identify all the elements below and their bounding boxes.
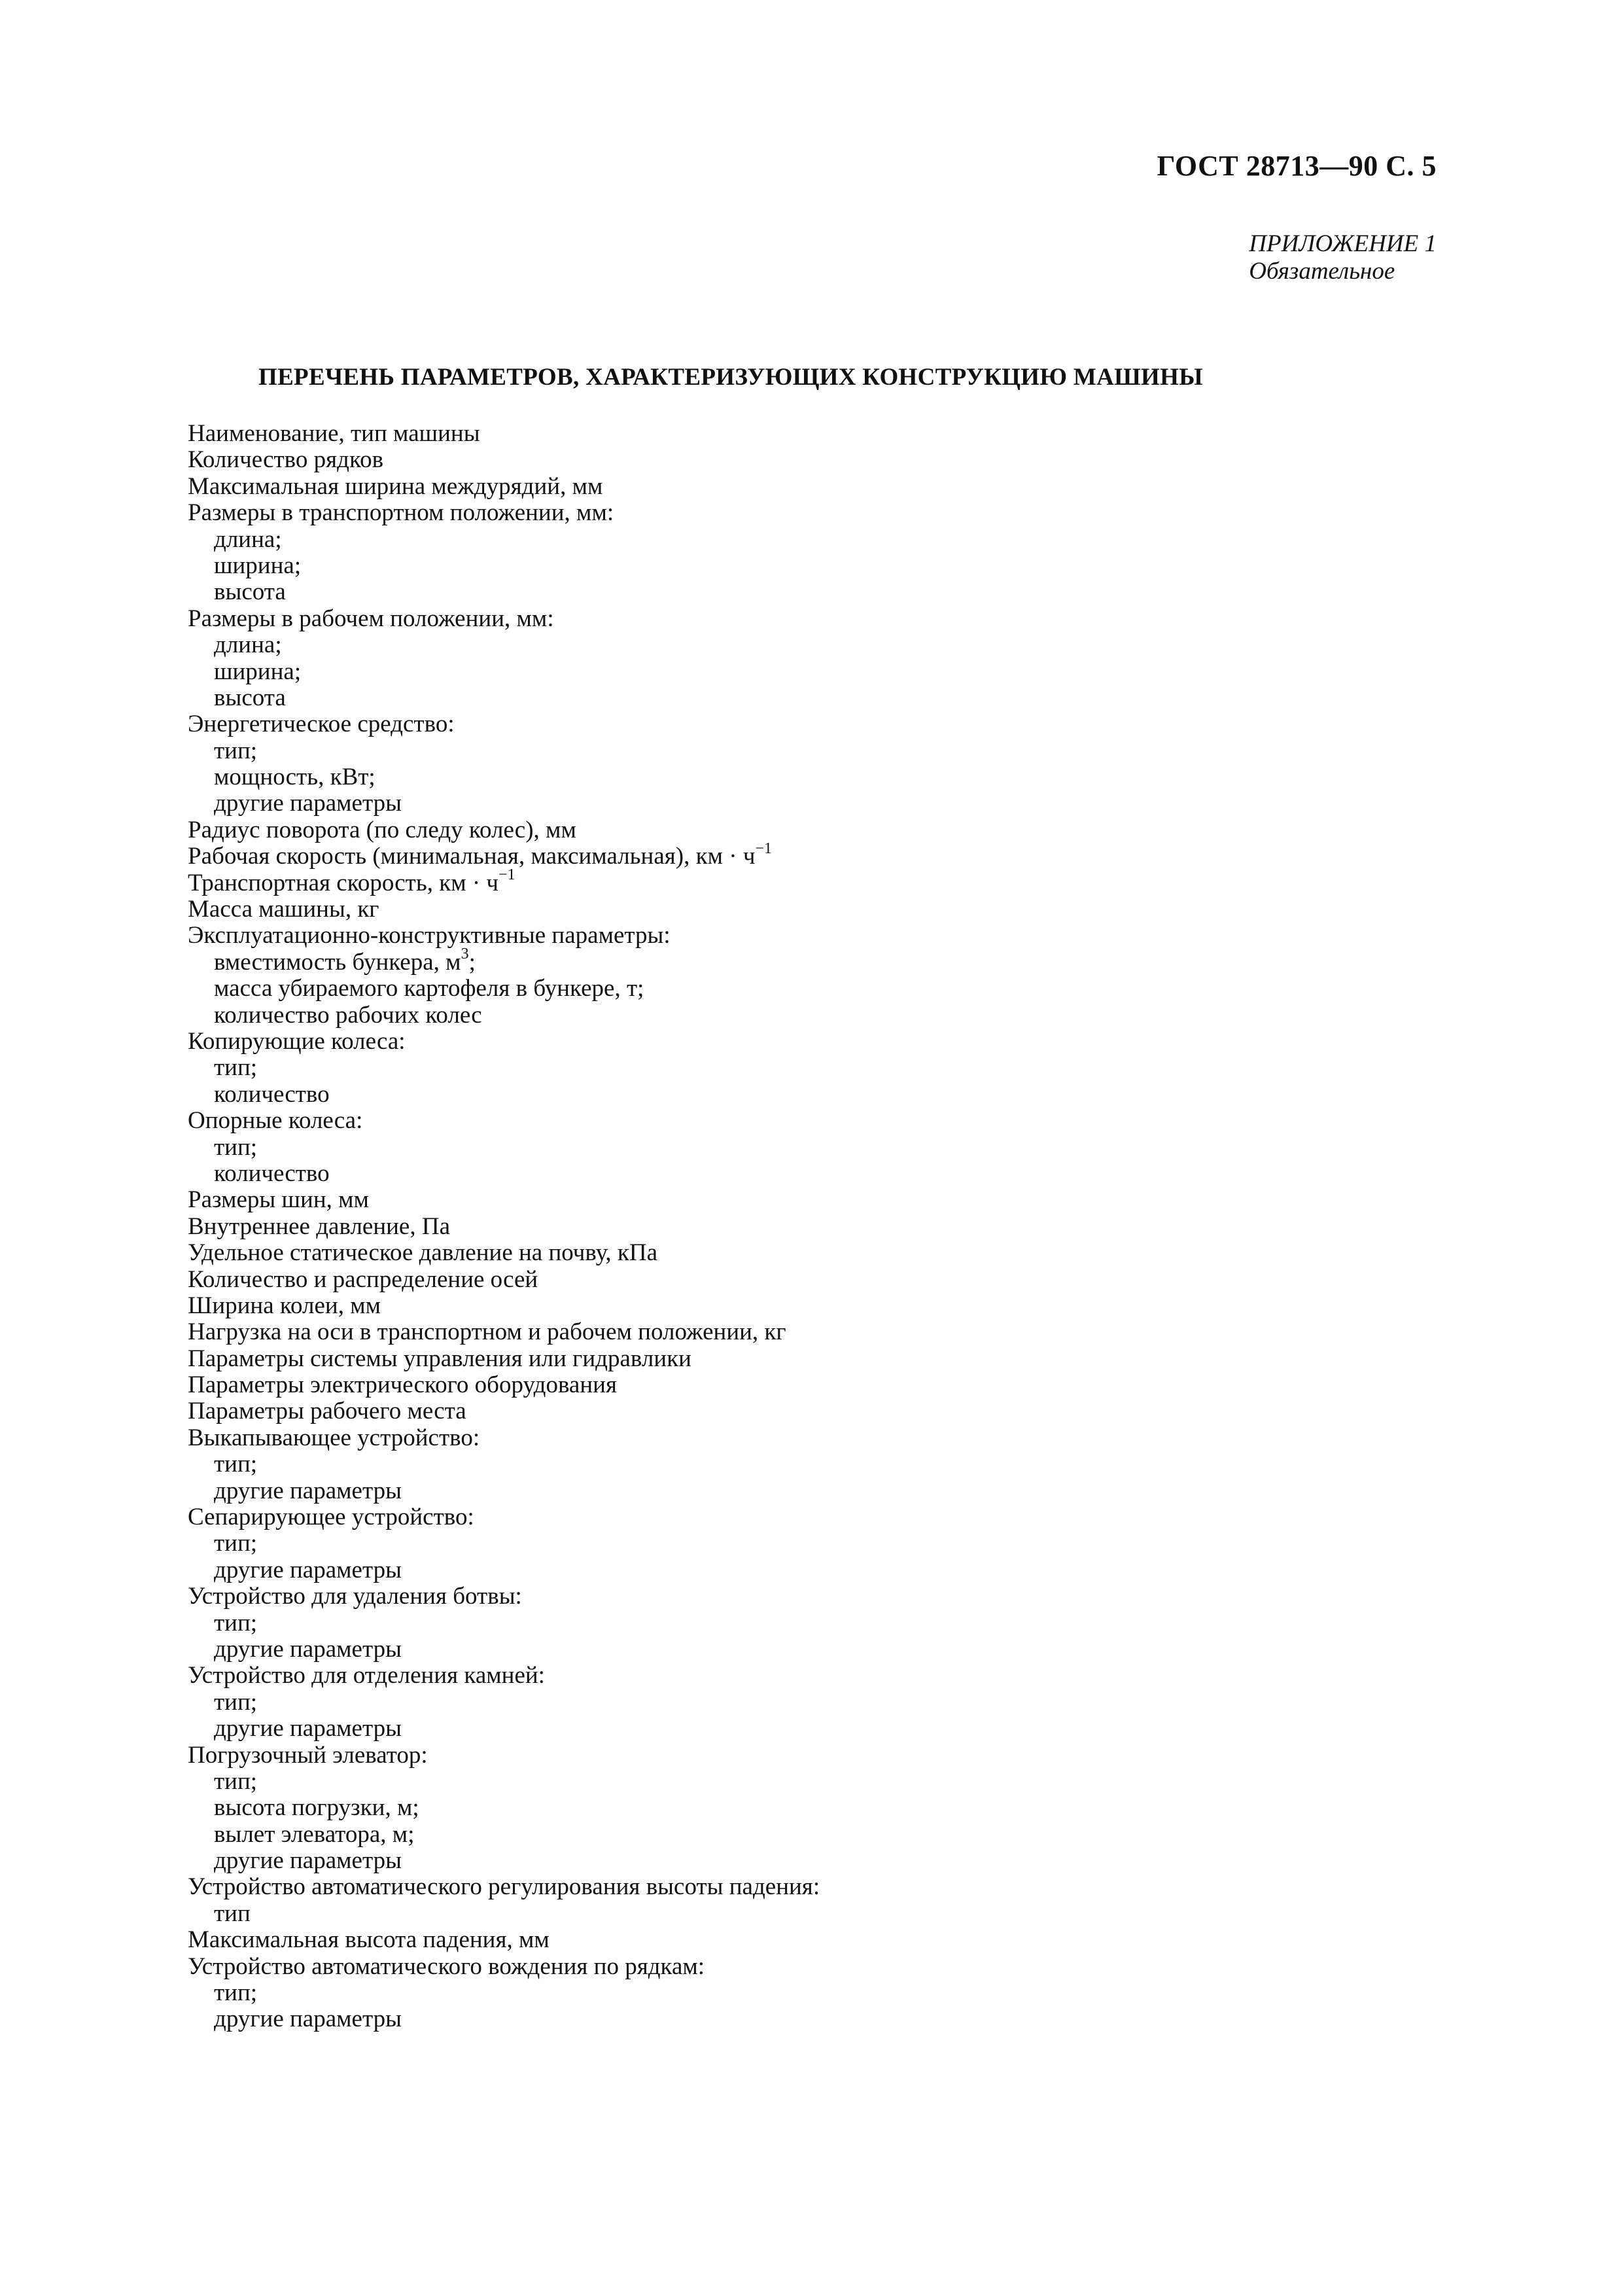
parameter-text: Копирующие колеса: (188, 1027, 406, 1055)
parameter-subitem (188, 685, 820, 711)
parameter-item (188, 1583, 820, 1610)
parameter-text: количество (214, 1159, 330, 1187)
parameter-item (188, 1874, 820, 1900)
parameter-text: Размеры шин, мм (188, 1186, 369, 1214)
parameter-text: Размеры в транспортном положении, мм: (188, 499, 614, 527)
parameter-text: ширина; (214, 658, 302, 685)
parameter-text: другие параметры (214, 2005, 402, 2033)
parameter-subitem (188, 976, 820, 1002)
parameter-item (188, 500, 820, 526)
parameter-subitem (188, 1795, 820, 1821)
parameter-text: Нагрузка на оси в транспортном и рабочем положении, кг (188, 1318, 786, 1346)
document-title: ПЕРЕЧЕНЬ ПАРАМЕТРОВ, ХАРАКТЕРИЗУЮЩИХ КОНСТРУКЦИЮ МАШИНЫ (258, 364, 1203, 391)
parameter-subitem (188, 1002, 820, 1029)
parameter-text: тип; (214, 1451, 258, 1478)
parameter-text: ширина; (214, 552, 302, 579)
parameter-text: тип; (214, 1688, 258, 1716)
parameter-item (188, 447, 820, 473)
parameter-subitem (188, 1161, 820, 1187)
parameter-text: Масса машины, кг (188, 896, 379, 923)
parameter-subitem (188, 2006, 820, 2032)
parameter-text: Внутреннее давление, Па (188, 1212, 451, 1240)
parameter-text: Устройство автоматического вождения по рядкам: (188, 1952, 705, 1980)
parameter-item (188, 1346, 820, 1372)
parameter-text: другие параметры (214, 1635, 402, 1663)
parameter-text: Максимальная высота падения, мм (188, 1926, 550, 1954)
parameter-text: Параметры рабочего места (188, 1398, 466, 1425)
parameter-item (188, 866, 820, 896)
parameter-text: тип; (214, 1767, 258, 1795)
unit-exponent: −1 (498, 866, 515, 884)
parameter-text: другие параметры (214, 790, 402, 817)
appendix-block (1249, 230, 1437, 285)
parameter-text: тип; (214, 737, 258, 764)
parameter-item (188, 1398, 820, 1424)
parameter-text: масса убираемого картофеля в бункере, т; (214, 975, 644, 1002)
parameter-text: количество рабочих колес (214, 1001, 482, 1029)
parameter-item (188, 923, 820, 949)
parameter-text-tail: ; (468, 948, 476, 976)
parameter-item (188, 1029, 820, 1055)
parameter-text: длина; (214, 631, 282, 659)
parameter-text: мощность, кВт; (214, 764, 375, 791)
parameter-subitem (188, 790, 820, 817)
parameter-text: Параметры электрического оборудования (188, 1371, 617, 1399)
parameter-text: Выкапывающее устройство: (188, 1424, 480, 1451)
parameter-text: тип; (214, 1530, 258, 1557)
parameter-text: длина; (214, 525, 282, 553)
parameter-subitem (188, 579, 820, 605)
parameter-subitem (188, 1689, 820, 1716)
parameter-item (188, 1504, 820, 1530)
parameter-item (188, 1319, 820, 1345)
parameter-text: вместимость бункера, м (214, 948, 461, 976)
parameter-text: другие параметры (214, 1477, 402, 1504)
parameter-text: Наименование, тип машины (188, 420, 480, 447)
parameter-item (188, 817, 820, 843)
parameter-text: Устройство для удаления ботвы: (188, 1583, 522, 1610)
parameter-text: Опорные колеса: (188, 1107, 363, 1135)
parameter-text: тип (214, 1899, 251, 1927)
parameter-list (188, 421, 820, 2033)
parameter-item (188, 711, 820, 737)
parameter-item (188, 1372, 820, 1398)
parameter-subitem (188, 945, 820, 976)
parameter-text: Устройство для отделения камней: (188, 1662, 545, 1689)
parameter-item (188, 1293, 820, 1319)
parameter-item (188, 1663, 820, 1689)
parameter-subitem (188, 1055, 820, 1081)
parameter-text: высота погрузки, м; (214, 1794, 419, 1822)
parameter-text: Погрузочный элеватор: (188, 1741, 428, 1769)
parameter-text: тип; (214, 1133, 258, 1161)
parameter-item (188, 1187, 820, 1213)
parameter-subitem (188, 553, 820, 579)
page-header-standard-code: ГОСТ 28713—90 С. 5 (1157, 150, 1437, 182)
parameter-item (188, 1214, 820, 1240)
parameter-subitem (188, 1530, 820, 1557)
parameter-text: другие параметры (214, 1556, 402, 1583)
parameter-text: вылет элеватора, м; (214, 1820, 415, 1848)
parameter-subitem (188, 527, 820, 553)
parameter-item (188, 896, 820, 923)
parameter-item (188, 1108, 820, 1134)
parameter-text: тип; (214, 1609, 258, 1636)
parameter-text: высота (214, 684, 286, 711)
parameter-subitem (188, 764, 820, 790)
parameter-text: Количество и распределение осей (188, 1265, 538, 1293)
parameter-text: Эксплуатационно-конструктивные параметры: (188, 922, 671, 949)
parameter-item (188, 474, 820, 500)
unit-exponent: −1 (755, 839, 772, 857)
parameter-text: тип; (214, 1979, 258, 2007)
parameter-subitem (188, 1769, 820, 1795)
parameter-text: количество (214, 1080, 330, 1108)
parameter-text: Параметры системы управления или гидравлики (188, 1345, 691, 1372)
parameter-subitem (188, 1980, 820, 2006)
parameter-item (188, 1742, 820, 1769)
parameter-subitem (188, 659, 820, 685)
appendix-status: Обязательное (1249, 258, 1395, 285)
parameter-text: Устройство автоматического регулирования высоты падения: (188, 1873, 820, 1901)
parameter-subitem (188, 1636, 820, 1663)
parameter-text: другие параметры (214, 1715, 402, 1742)
parameter-item (188, 1927, 820, 1953)
parameter-item (188, 1267, 820, 1293)
parameter-subitem (188, 738, 820, 764)
appendix-label: ПРИЛОЖЕНИЕ 1 (1249, 230, 1437, 257)
parameter-subitem (188, 1901, 820, 1927)
parameter-subitem (188, 1716, 820, 1742)
parameter-text: другие параметры (214, 1847, 402, 1875)
parameter-subitem (188, 1610, 820, 1636)
parameter-subitem (188, 632, 820, 658)
parameter-subitem (188, 1557, 820, 1583)
parameter-subitem (188, 1135, 820, 1161)
unit-exponent: 3 (461, 945, 469, 963)
parameter-item (188, 1425, 820, 1451)
parameter-text: Транспортная скорость, км · ч (188, 869, 499, 896)
parameter-text: Энергетическое средство: (188, 711, 455, 738)
parameter-subitem (188, 1822, 820, 1848)
parameter-item (188, 1240, 820, 1266)
parameter-text: Размеры в рабочем положении, мм: (188, 605, 554, 632)
parameter-text: Ширина колеи, мм (188, 1292, 381, 1319)
parameter-subitem (188, 1478, 820, 1504)
parameter-text: Удельное статическое давление на почву, кПа (188, 1239, 658, 1267)
parameter-text: тип; (214, 1054, 258, 1082)
parameter-subitem (188, 1848, 820, 1874)
parameter-text: Максимальная ширина междурядий, мм (188, 472, 603, 500)
parameter-subitem (188, 1082, 820, 1108)
parameter-text: Сепарирующее устройство: (188, 1504, 474, 1531)
parameter-item (188, 421, 820, 447)
parameter-subitem (188, 1451, 820, 1477)
parameter-text: Радиус поворота (по следу колес), мм (188, 816, 576, 843)
parameter-item (188, 1954, 820, 1980)
parameter-text: Рабочая скорость (минимальная, максимальная), км · ч (188, 843, 756, 870)
parameter-text: высота (214, 578, 286, 606)
parameter-item (188, 606, 820, 632)
parameter-text: Количество рядков (188, 446, 384, 474)
